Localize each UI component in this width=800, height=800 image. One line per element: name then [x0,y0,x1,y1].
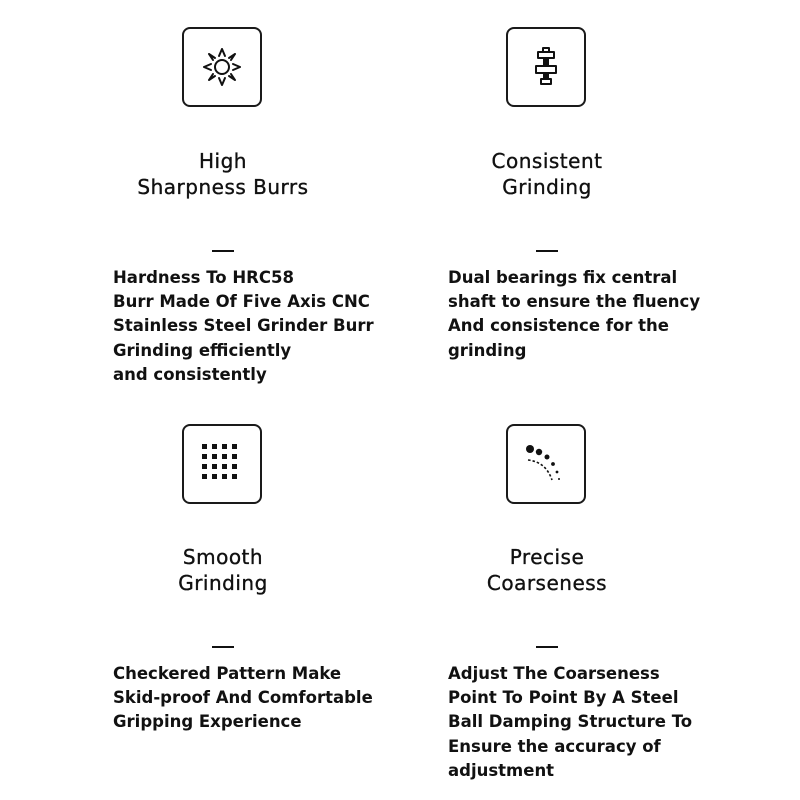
feature-1-icon-box [182,27,262,107]
feature-3-icon-box [182,424,262,504]
feature-3-title-line-1: Smooth [182,545,264,569]
feature-2-title [417,148,677,200]
sun-burr-icon [198,43,246,91]
feature-3-separator [212,646,234,648]
feature-4-desc-line-2: Point To Point By A Steel [448,688,679,708]
feature-1-title-line-1: High [199,149,247,173]
feature-2-title-line-2: Grinding [502,175,592,199]
feature-4-desc-line-1: Adjust The Coarseness [448,664,660,683]
feature-3-title-line-2: Grinding [178,571,268,595]
feature-1-title [93,148,353,200]
feature-4-desc-line-5: adjustment [448,760,555,780]
feature-4-title-line-1: Precise [509,545,585,569]
feature-3-desc-line-2: Skid-proof And Comfortable [113,688,373,708]
feature-1-description [113,266,374,387]
feature-3-description [113,662,373,735]
feature-2-description [448,266,700,363]
feature-1-title-line-2: Sharpness Burrs [137,175,309,199]
dot-grid-icon [198,440,246,488]
coarseness-dots-icon [522,440,570,488]
feature-1-desc-line-4: Grinding efficiently [113,340,292,360]
feature-1-separator [212,250,234,252]
feature-2-desc-line-4: grinding [448,340,527,360]
feature-1-desc-line-1: Hardness To HRC58 [113,268,294,287]
feature-4-description [448,662,692,783]
bearing-shaft-icon [522,43,570,91]
feature-2-desc-line-1: Dual bearings fix central [448,268,678,287]
feature-2-separator [536,250,558,252]
feature-1-desc-line-5: and consistently [113,364,267,384]
feature-3-desc-line-1: Checkered Pattern Make [113,664,342,683]
feature-1-desc-line-3: Stainless Steel Grinder Burr [113,316,374,336]
feature-4-desc-line-3: Ball Damping Structure To [448,712,693,732]
feature-4-icon-box [506,424,586,504]
feature-3-desc-line-3: Gripping Experience [113,712,302,732]
feature-4-separator [536,646,558,648]
feature-4-desc-line-4: Ensure the accuracy of [448,736,661,756]
feature-2-desc-line-2: shaft to ensure the fluency [448,292,701,312]
feature-3-title [93,544,353,596]
feature-2-icon-box [506,27,586,107]
feature-2-desc-line-3: And consistence for the [448,316,669,336]
feature-2-title-line-1: Consistent [491,149,603,173]
feature-1-desc-line-2: Burr Made Of Five Axis CNC [113,292,370,312]
feature-4-title-line-2: Coarseness [486,571,608,595]
feature-4-title [417,544,677,596]
